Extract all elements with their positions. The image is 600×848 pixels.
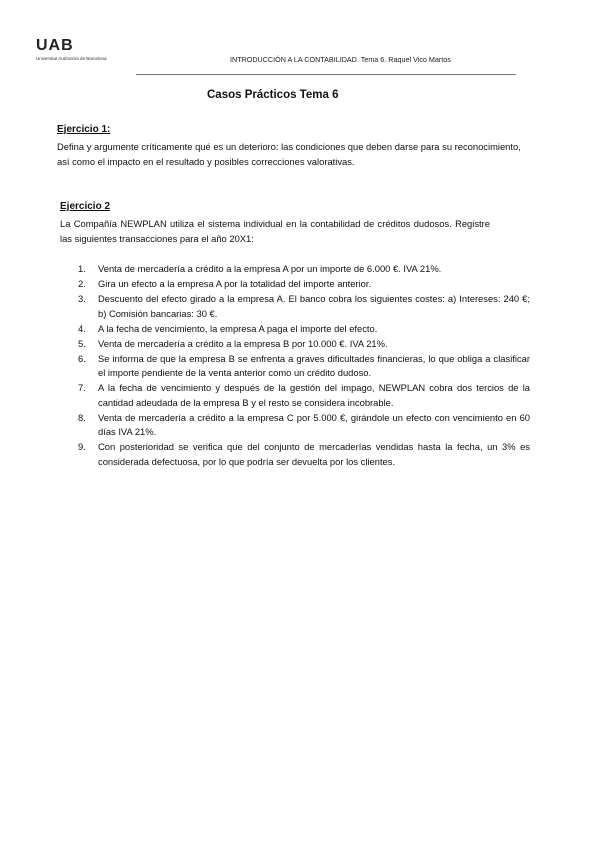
transactions-list <box>78 262 530 470</box>
item-number: 3. <box>78 293 86 304</box>
item-text: Con posterioridad se verifica que del conjunto de mercaderías vendidas hasta la fecha, un 3% es considerada defectuosa, por lo que podría ser devuelta por los clientes. <box>98 441 530 467</box>
exercise-2-intro: La Compañía NEWPLAN utiliza el sistema individual en la contabilidad de créditos dudosos. Registre las siguientes transacciones para el año 20X1: <box>60 218 490 244</box>
item-text: Venta de mercadería a crédito a la empresa B por 10.000 €. IVA 21%. <box>98 337 388 349</box>
exercise-2-heading: Ejercicio 2 <box>60 201 111 212</box>
item-text: Se informa de que la empresa B se enfrenta a graves dificultades financieras, lo que obliga a clasificar el importe pendiente de la venta anterior como un crédito dudoso. <box>98 352 530 378</box>
item-number: 1. <box>78 263 86 274</box>
page-title: Casos Prácticos Tema 6 <box>207 89 339 101</box>
item-text: A la fecha de vencimiento y después de la gestión del impago, NEWPLAN cobra dos tercios de la cantidad adeudada de la empresa B y el resto se considera incobrable. <box>98 382 530 408</box>
item-number: 2. <box>78 278 86 289</box>
logo-subtitle: Universitat Autònoma de Barcelona <box>36 56 107 61</box>
list-item <box>78 381 530 410</box>
exercise-1-body: Defina y argumente críticamente qué es un deterioro: las condiciones que deben darse para su reconocimiento, así como el impacto en el resultado y posibles correcciones valorativas. <box>57 141 521 167</box>
item-number: 8. <box>78 411 86 423</box>
list-item <box>78 292 530 321</box>
uab-logo <box>34 38 124 64</box>
running-header: INTRODUCCIÓN A LA CONTABILIDAD. Tema 6. Raquel Vico Martos <box>230 55 451 64</box>
list-item <box>78 352 530 381</box>
list-item <box>78 337 530 352</box>
item-number: 5. <box>78 337 86 349</box>
item-text: Gira un efecto a la empresa A por la totalidad del importe anterior. <box>98 278 372 289</box>
header-divider <box>136 74 516 75</box>
list-item <box>78 411 530 440</box>
item-text: Venta de mercadería a crédito a la empresa C por 5.000 €, girándole un efecto con vencimiento en 60 días IVA 21%. <box>98 411 530 437</box>
item-number: 4. <box>78 322 86 334</box>
item-number: 9. <box>78 441 86 452</box>
item-number: 7. <box>78 382 86 393</box>
item-text: Venta de mercadería a crédito a la empresa A por un importe de 6.000 €. IVA 21%. <box>98 263 442 274</box>
item-text: Descuento del efecto girado a la empresa A. El banco cobra los siguientes costes: a) Intereses: 240 €; b) Comisión bancarias: 30 €. <box>98 293 530 319</box>
logo-mark: UAB <box>36 37 74 54</box>
list-item <box>78 440 530 469</box>
item-number: 6. <box>78 352 86 364</box>
list-item <box>78 262 530 277</box>
list-item <box>78 322 530 337</box>
exercise-1-heading: Ejercicio 1: <box>57 124 111 135</box>
item-text: A la fecha de vencimiento, la empresa A paga el importe del efecto. <box>98 322 378 334</box>
list-item <box>78 277 530 292</box>
